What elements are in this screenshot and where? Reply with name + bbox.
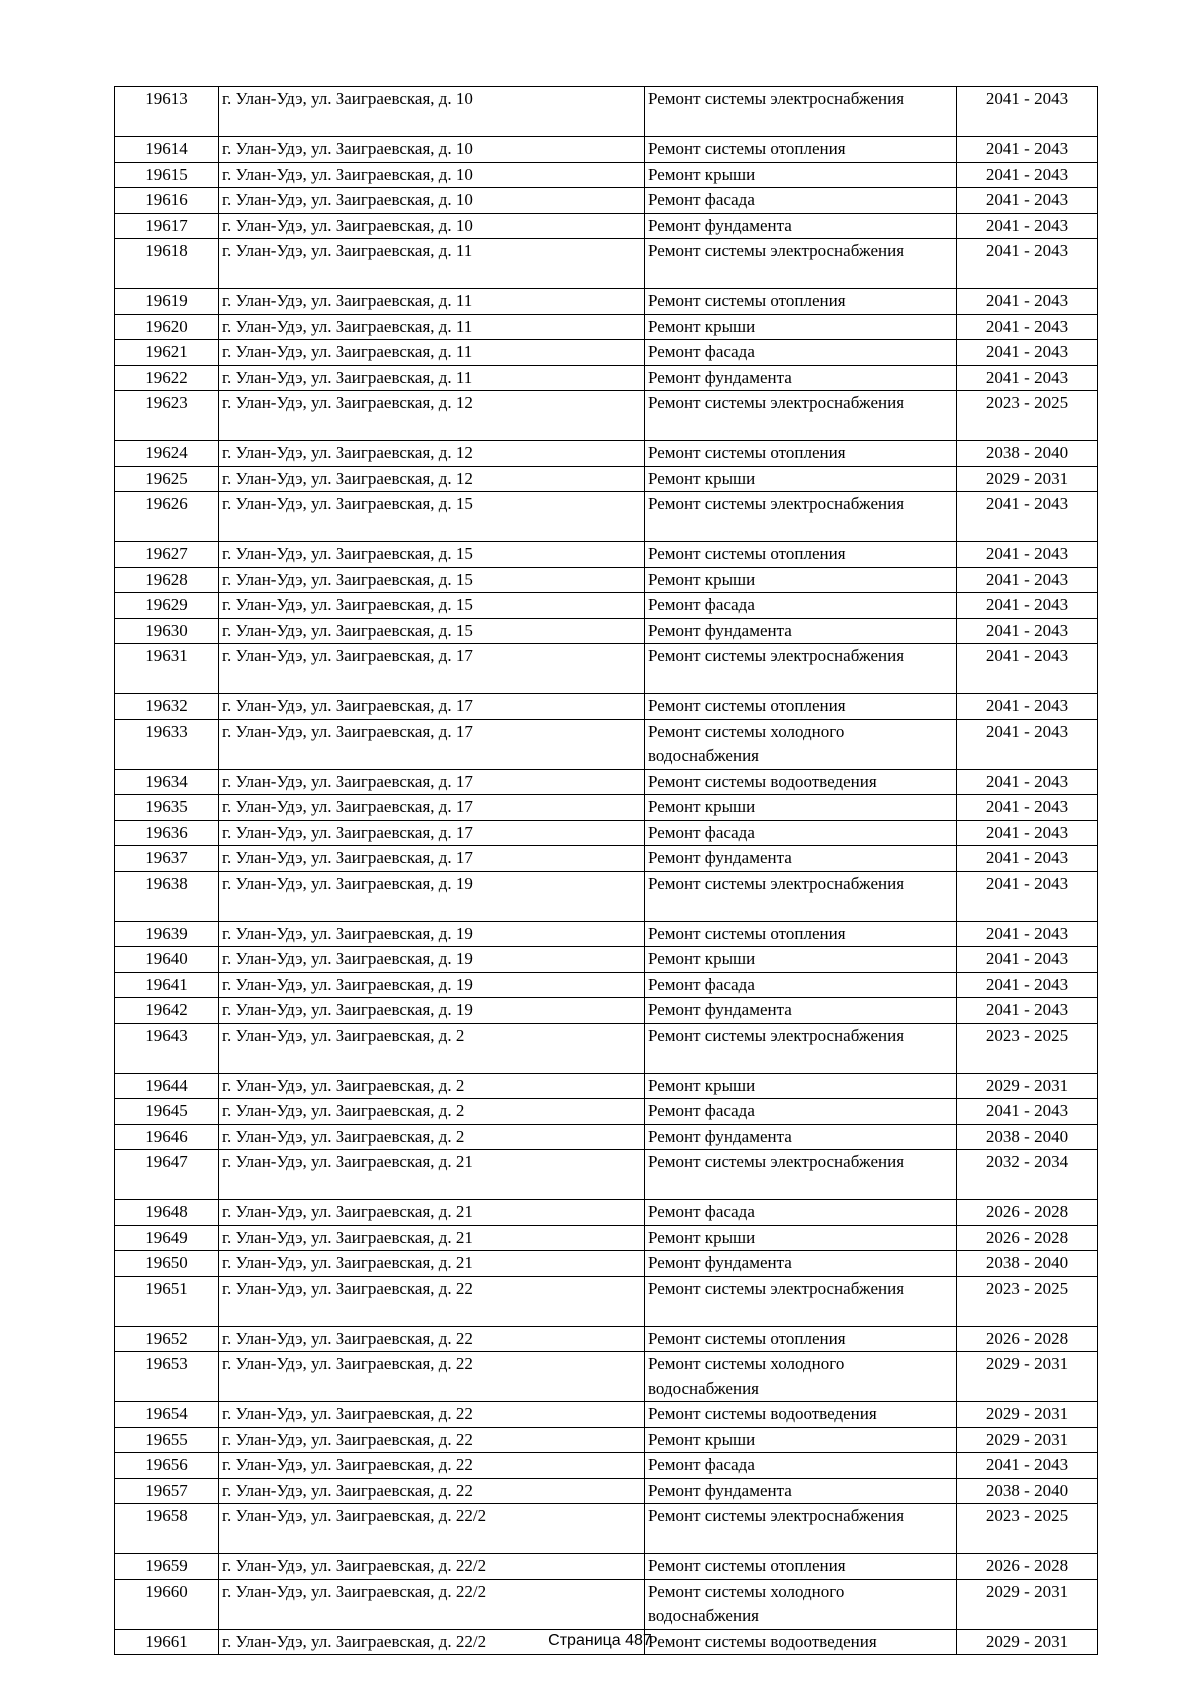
- work-type-cell: Ремонт фасада: [645, 1453, 957, 1479]
- table-row: [115, 998, 1098, 1024]
- table-row: [115, 87, 1098, 137]
- table-row: [115, 1073, 1098, 1099]
- address-cell: г. Улан-Удэ, ул. Заиграевская, д. 19: [219, 947, 645, 973]
- address-cell: г. Улан-Удэ, ул. Заиграевская, д. 17: [219, 644, 645, 694]
- period-cell: 2038 - 2040: [957, 441, 1098, 467]
- work-type-cell: Ремонт крыши: [645, 314, 957, 340]
- period-cell: 2038 - 2040: [957, 1124, 1098, 1150]
- record-number-cell: 19642: [115, 998, 219, 1024]
- period-cell: 2026 - 2028: [957, 1200, 1098, 1226]
- work-type-cell: Ремонт системы водоотведения: [645, 1402, 957, 1428]
- record-number-cell: 19651: [115, 1276, 219, 1326]
- period-cell: 2041 - 2043: [957, 87, 1098, 137]
- work-type-cell: Ремонт системы водоотведения: [645, 769, 957, 795]
- table-row: [115, 618, 1098, 644]
- table-row: [115, 1402, 1098, 1428]
- period-cell: 2041 - 2043: [957, 795, 1098, 821]
- period-cell: 2041 - 2043: [957, 593, 1098, 619]
- address-cell: г. Улан-Удэ, ул. Заиграевская, д. 2: [219, 1023, 645, 1073]
- period-cell: 2041 - 2043: [957, 769, 1098, 795]
- record-number-cell: 19653: [115, 1352, 219, 1402]
- address-cell: г. Улан-Удэ, ул. Заиграевская, д. 22: [219, 1326, 645, 1352]
- table-row: [115, 1023, 1098, 1073]
- record-number-cell: 19636: [115, 820, 219, 846]
- table-row: [115, 1504, 1098, 1554]
- address-cell: г. Улан-Удэ, ул. Заиграевская, д. 19: [219, 972, 645, 998]
- work-type-cell: Ремонт системы электроснабжения: [645, 391, 957, 441]
- table-row: [115, 365, 1098, 391]
- record-number-cell: 19630: [115, 618, 219, 644]
- period-cell: 2026 - 2028: [957, 1326, 1098, 1352]
- address-cell: г. Улан-Удэ, ул. Заиграевская, д. 15: [219, 593, 645, 619]
- address-cell: г. Улан-Удэ, ул. Заиграевская, д. 22/2: [219, 1504, 645, 1554]
- table-row: [115, 593, 1098, 619]
- record-number-cell: 19633: [115, 719, 219, 769]
- period-cell: 2041 - 2043: [957, 289, 1098, 315]
- table-row: [115, 1478, 1098, 1504]
- table-row: [115, 340, 1098, 366]
- work-type-cell: Ремонт системы отопления: [645, 694, 957, 720]
- period-cell: 2041 - 2043: [957, 340, 1098, 366]
- table-row: [115, 314, 1098, 340]
- period-cell: 2041 - 2043: [957, 694, 1098, 720]
- table-row: [115, 1099, 1098, 1125]
- period-cell: 2038 - 2040: [957, 1478, 1098, 1504]
- record-number-cell: 19623: [115, 391, 219, 441]
- work-type-cell: Ремонт крыши: [645, 1073, 957, 1099]
- work-type-cell: Ремонт системы отопления: [645, 441, 957, 467]
- table-row: [115, 289, 1098, 315]
- address-cell: г. Улан-Удэ, ул. Заиграевская, д. 17: [219, 694, 645, 720]
- address-cell: г. Улан-Удэ, ул. Заиграевская, д. 15: [219, 492, 645, 542]
- table-row: [115, 694, 1098, 720]
- period-cell: 2041 - 2043: [957, 921, 1098, 947]
- period-cell: 2029 - 2031: [957, 1073, 1098, 1099]
- record-number-cell: 19632: [115, 694, 219, 720]
- address-cell: г. Улан-Удэ, ул. Заиграевская, д. 15: [219, 542, 645, 568]
- period-cell: 2041 - 2043: [957, 137, 1098, 163]
- work-type-cell: Ремонт фундамента: [645, 1478, 957, 1504]
- address-cell: г. Улан-Удэ, ул. Заиграевская, д. 10: [219, 162, 645, 188]
- address-cell: г. Улан-Удэ, ул. Заиграевская, д. 11: [219, 340, 645, 366]
- period-cell: 2041 - 2043: [957, 846, 1098, 872]
- work-type-cell: Ремонт системы холодного водоснабжения: [645, 1352, 957, 1402]
- table-row: [115, 921, 1098, 947]
- period-cell: 2041 - 2043: [957, 492, 1098, 542]
- record-number-cell: 19654: [115, 1402, 219, 1428]
- work-type-cell: Ремонт системы водоотведения: [645, 1629, 957, 1655]
- address-cell: г. Улан-Удэ, ул. Заиграевская, д. 15: [219, 618, 645, 644]
- table-row: [115, 1453, 1098, 1479]
- record-number-cell: 19635: [115, 795, 219, 821]
- table-row: [115, 492, 1098, 542]
- work-type-cell: Ремонт системы холодного водоснабжения: [645, 1579, 957, 1629]
- table-row: [115, 567, 1098, 593]
- repair-schedule-table: [114, 86, 1098, 1655]
- address-cell: г. Улан-Удэ, ул. Заиграевская, д. 11: [219, 314, 645, 340]
- address-cell: г. Улан-Удэ, ул. Заиграевская, д. 21: [219, 1225, 645, 1251]
- period-cell: 2041 - 2043: [957, 1453, 1098, 1479]
- period-cell: 2041 - 2043: [957, 618, 1098, 644]
- period-cell: 2041 - 2043: [957, 162, 1098, 188]
- address-cell: г. Улан-Удэ, ул. Заиграевская, д. 22: [219, 1402, 645, 1428]
- period-cell: 2029 - 2031: [957, 1402, 1098, 1428]
- record-number-cell: 19613: [115, 87, 219, 137]
- record-number-cell: 19647: [115, 1150, 219, 1200]
- record-number-cell: 19622: [115, 365, 219, 391]
- work-type-cell: Ремонт фасада: [645, 972, 957, 998]
- work-type-cell: Ремонт системы электроснабжения: [645, 1150, 957, 1200]
- record-number-cell: 19637: [115, 846, 219, 872]
- work-type-cell: Ремонт системы электроснабжения: [645, 492, 957, 542]
- address-cell: г. Улан-Удэ, ул. Заиграевская, д. 22/2: [219, 1629, 645, 1655]
- record-number-cell: 19661: [115, 1629, 219, 1655]
- period-cell: 2041 - 2043: [957, 644, 1098, 694]
- record-number-cell: 19643: [115, 1023, 219, 1073]
- address-cell: г. Улан-Удэ, ул. Заиграевская, д. 17: [219, 769, 645, 795]
- work-type-cell: Ремонт системы электроснабжения: [645, 644, 957, 694]
- work-type-cell: Ремонт фундамента: [645, 998, 957, 1024]
- address-cell: г. Улан-Удэ, ул. Заиграевская, д. 22: [219, 1427, 645, 1453]
- record-number-cell: 19616: [115, 188, 219, 214]
- table-row: [115, 1579, 1098, 1629]
- record-number-cell: 19628: [115, 567, 219, 593]
- address-cell: г. Улан-Удэ, ул. Заиграевская, д. 19: [219, 998, 645, 1024]
- work-type-cell: Ремонт системы холодного водоснабжения: [645, 719, 957, 769]
- address-cell: г. Улан-Удэ, ул. Заиграевская, д. 21: [219, 1150, 645, 1200]
- table-row: [115, 1200, 1098, 1226]
- address-cell: г. Улан-Удэ, ул. Заиграевская, д. 19: [219, 921, 645, 947]
- period-cell: 2041 - 2043: [957, 567, 1098, 593]
- period-cell: 2041 - 2043: [957, 871, 1098, 921]
- record-number-cell: 19652: [115, 1326, 219, 1352]
- table-row: [115, 1251, 1098, 1277]
- record-number-cell: 19614: [115, 137, 219, 163]
- address-cell: г. Улан-Удэ, ул. Заиграевская, д. 22: [219, 1352, 645, 1402]
- work-type-cell: Ремонт системы электроснабжения: [645, 1504, 957, 1554]
- record-number-cell: 19649: [115, 1225, 219, 1251]
- address-cell: г. Улан-Удэ, ул. Заиграевская, д. 10: [219, 188, 645, 214]
- table-row: [115, 947, 1098, 973]
- address-cell: г. Улан-Удэ, ул. Заиграевская, д. 2: [219, 1099, 645, 1125]
- work-type-cell: Ремонт фундамента: [645, 1124, 957, 1150]
- address-cell: г. Улан-Удэ, ул. Заиграевская, д. 11: [219, 239, 645, 289]
- table-row: [115, 542, 1098, 568]
- address-cell: г. Улан-Удэ, ул. Заиграевская, д. 22: [219, 1453, 645, 1479]
- address-cell: г. Улан-Удэ, ул. Заиграевская, д. 11: [219, 365, 645, 391]
- address-cell: г. Улан-Удэ, ул. Заиграевская, д. 22: [219, 1276, 645, 1326]
- work-type-cell: Ремонт крыши: [645, 947, 957, 973]
- table-row: [115, 1124, 1098, 1150]
- record-number-cell: 19655: [115, 1427, 219, 1453]
- period-cell: 2026 - 2028: [957, 1554, 1098, 1580]
- period-cell: 2023 - 2025: [957, 391, 1098, 441]
- work-type-cell: Ремонт системы электроснабжения: [645, 87, 957, 137]
- work-type-cell: Ремонт системы отопления: [645, 289, 957, 315]
- record-number-cell: 19615: [115, 162, 219, 188]
- period-cell: 2029 - 2031: [957, 1352, 1098, 1402]
- period-cell: 2041 - 2043: [957, 188, 1098, 214]
- record-number-cell: 19644: [115, 1073, 219, 1099]
- address-cell: г. Улан-Удэ, ул. Заиграевская, д. 15: [219, 567, 645, 593]
- period-cell: 2023 - 2025: [957, 1023, 1098, 1073]
- record-number-cell: 19640: [115, 947, 219, 973]
- address-cell: г. Улан-Удэ, ул. Заиграевская, д. 19: [219, 871, 645, 921]
- table-row: [115, 188, 1098, 214]
- period-cell: 2032 - 2034: [957, 1150, 1098, 1200]
- record-number-cell: 19634: [115, 769, 219, 795]
- work-type-cell: Ремонт фасада: [645, 820, 957, 846]
- period-cell: 2041 - 2043: [957, 820, 1098, 846]
- work-type-cell: Ремонт системы отопления: [645, 921, 957, 947]
- table-row: [115, 391, 1098, 441]
- period-cell: 2041 - 2043: [957, 947, 1098, 973]
- work-type-cell: Ремонт крыши: [645, 567, 957, 593]
- work-type-cell: Ремонт крыши: [645, 795, 957, 821]
- period-cell: 2041 - 2043: [957, 972, 1098, 998]
- work-type-cell: Ремонт системы отопления: [645, 137, 957, 163]
- table-row: [115, 1225, 1098, 1251]
- record-number-cell: 19656: [115, 1453, 219, 1479]
- table-row: [115, 644, 1098, 694]
- record-number-cell: 19658: [115, 1504, 219, 1554]
- work-type-cell: Ремонт крыши: [645, 162, 957, 188]
- work-type-cell: Ремонт системы электроснабжения: [645, 239, 957, 289]
- address-cell: г. Улан-Удэ, ул. Заиграевская, д. 21: [219, 1200, 645, 1226]
- address-cell: г. Улан-Удэ, ул. Заиграевская, д. 17: [219, 795, 645, 821]
- period-cell: 2026 - 2028: [957, 1225, 1098, 1251]
- work-type-cell: Ремонт фундамента: [645, 846, 957, 872]
- work-type-cell: Ремонт фундамента: [645, 213, 957, 239]
- table-row: [115, 137, 1098, 163]
- record-number-cell: 19638: [115, 871, 219, 921]
- address-cell: г. Улан-Удэ, ул. Заиграевская, д. 12: [219, 466, 645, 492]
- record-number-cell: 19648: [115, 1200, 219, 1226]
- record-number-cell: 19631: [115, 644, 219, 694]
- work-type-cell: Ремонт системы отопления: [645, 1554, 957, 1580]
- address-cell: г. Улан-Удэ, ул. Заиграевская, д. 17: [219, 846, 645, 872]
- page-number: Страница 487: [548, 1632, 652, 1649]
- address-cell: г. Улан-Удэ, ул. Заиграевская, д. 2: [219, 1073, 645, 1099]
- work-type-cell: Ремонт системы электроснабжения: [645, 1023, 957, 1073]
- address-cell: г. Улан-Удэ, ул. Заиграевская, д. 21: [219, 1251, 645, 1277]
- period-cell: 2023 - 2025: [957, 1276, 1098, 1326]
- work-type-cell: Ремонт крыши: [645, 1225, 957, 1251]
- work-type-cell: Ремонт системы электроснабжения: [645, 871, 957, 921]
- work-type-cell: Ремонт системы электроснабжения: [645, 1276, 957, 1326]
- period-cell: 2029 - 2031: [957, 1427, 1098, 1453]
- period-cell: 2029 - 2031: [957, 1629, 1098, 1655]
- period-cell: 2038 - 2040: [957, 1251, 1098, 1277]
- work-type-cell: Ремонт фасада: [645, 340, 957, 366]
- address-cell: г. Улан-Удэ, ул. Заиграевская, д. 12: [219, 441, 645, 467]
- table-row: [115, 820, 1098, 846]
- record-number-cell: 19650: [115, 1251, 219, 1277]
- work-type-cell: Ремонт фундамента: [645, 365, 957, 391]
- work-type-cell: Ремонт фундамента: [645, 1251, 957, 1277]
- period-cell: 2041 - 2043: [957, 1099, 1098, 1125]
- record-number-cell: 19641: [115, 972, 219, 998]
- period-cell: 2041 - 2043: [957, 542, 1098, 568]
- work-type-cell: Ремонт крыши: [645, 466, 957, 492]
- period-cell: 2023 - 2025: [957, 1504, 1098, 1554]
- work-type-cell: Ремонт фасада: [645, 1200, 957, 1226]
- table-row: [115, 1326, 1098, 1352]
- table-row: [115, 466, 1098, 492]
- work-type-cell: Ремонт крыши: [645, 1427, 957, 1453]
- table-row: [115, 795, 1098, 821]
- table-row: [115, 1150, 1098, 1200]
- record-number-cell: 19625: [115, 466, 219, 492]
- work-type-cell: Ремонт фасада: [645, 188, 957, 214]
- table-row: [115, 441, 1098, 467]
- period-cell: 2041 - 2043: [957, 314, 1098, 340]
- period-cell: 2029 - 2031: [957, 466, 1098, 492]
- address-cell: г. Улан-Удэ, ул. Заиграевская, д. 12: [219, 391, 645, 441]
- work-type-cell: Ремонт фундамента: [645, 618, 957, 644]
- work-type-cell: Ремонт системы отопления: [645, 542, 957, 568]
- table-row: [115, 769, 1098, 795]
- address-cell: г. Улан-Удэ, ул. Заиграевская, д. 22: [219, 1478, 645, 1504]
- table-row: [115, 972, 1098, 998]
- record-number-cell: 19629: [115, 593, 219, 619]
- address-cell: г. Улан-Удэ, ул. Заиграевская, д. 17: [219, 820, 645, 846]
- period-cell: 2041 - 2043: [957, 365, 1098, 391]
- address-cell: г. Улан-Удэ, ул. Заиграевская, д. 11: [219, 289, 645, 315]
- record-number-cell: 19646: [115, 1124, 219, 1150]
- address-cell: г. Улан-Удэ, ул. Заиграевская, д. 22/2: [219, 1554, 645, 1580]
- address-cell: г. Улан-Удэ, ул. Заиграевская, д. 17: [219, 719, 645, 769]
- table-row: [115, 846, 1098, 872]
- record-number-cell: 19620: [115, 314, 219, 340]
- table-row: [115, 719, 1098, 769]
- work-type-cell: Ремонт системы отопления: [645, 1326, 957, 1352]
- record-number-cell: 19645: [115, 1099, 219, 1125]
- record-number-cell: 19657: [115, 1478, 219, 1504]
- record-number-cell: 19624: [115, 441, 219, 467]
- table-row: [115, 871, 1098, 921]
- work-type-cell: Ремонт фасада: [645, 1099, 957, 1125]
- record-number-cell: 19621: [115, 340, 219, 366]
- table-row: [115, 1352, 1098, 1402]
- table-body: [115, 87, 1098, 1655]
- table-row: [115, 1276, 1098, 1326]
- period-cell: 2041 - 2043: [957, 998, 1098, 1024]
- record-number-cell: 19626: [115, 492, 219, 542]
- period-cell: 2041 - 2043: [957, 239, 1098, 289]
- address-cell: г. Улан-Удэ, ул. Заиграевская, д. 10: [219, 213, 645, 239]
- period-cell: 2041 - 2043: [957, 213, 1098, 239]
- period-cell: 2041 - 2043: [957, 719, 1098, 769]
- address-cell: г. Улан-Удэ, ул. Заиграевская, д. 10: [219, 137, 645, 163]
- table-row: [115, 1554, 1098, 1580]
- table-row: [115, 213, 1098, 239]
- record-number-cell: 19639: [115, 921, 219, 947]
- record-number-cell: 19617: [115, 213, 219, 239]
- record-number-cell: 19619: [115, 289, 219, 315]
- address-cell: г. Улан-Удэ, ул. Заиграевская, д. 22/2: [219, 1579, 645, 1629]
- period-cell: 2029 - 2031: [957, 1579, 1098, 1629]
- table-row: [115, 1427, 1098, 1453]
- address-cell: г. Улан-Удэ, ул. Заиграевская, д. 10: [219, 87, 645, 137]
- table-row: [115, 162, 1098, 188]
- record-number-cell: 19627: [115, 542, 219, 568]
- table-row: [115, 239, 1098, 289]
- work-type-cell: Ремонт фасада: [645, 593, 957, 619]
- record-number-cell: 19659: [115, 1554, 219, 1580]
- record-number-cell: 19660: [115, 1579, 219, 1629]
- record-number-cell: 19618: [115, 239, 219, 289]
- address-cell: г. Улан-Удэ, ул. Заиграевская, д. 2: [219, 1124, 645, 1150]
